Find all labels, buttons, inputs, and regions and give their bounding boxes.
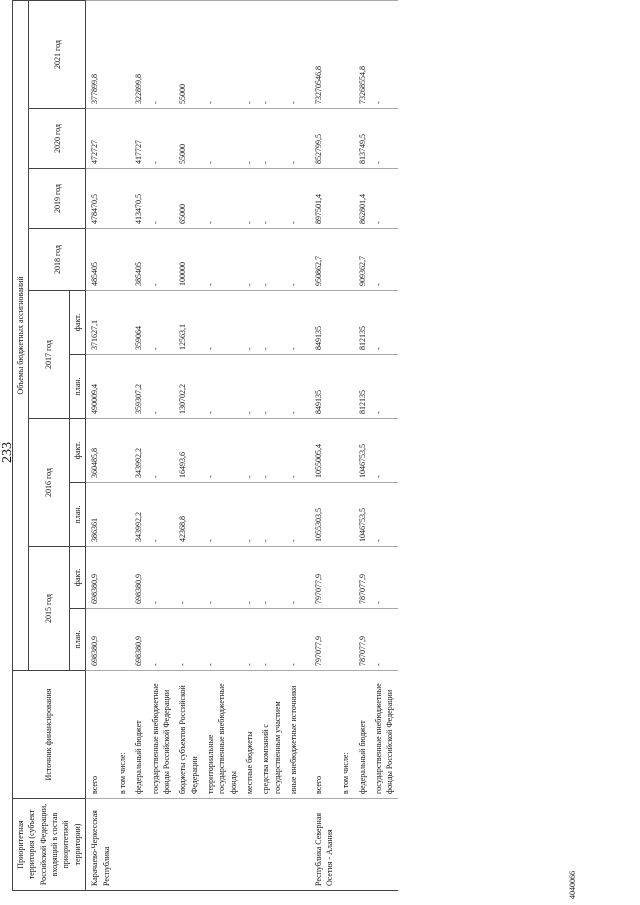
value-cell: - [202, 291, 241, 355]
value-cell: 371627,1 [86, 291, 114, 355]
source-cell: территориальные государственные внебюджетные фонды [202, 671, 241, 799]
value-cell: - [370, 109, 398, 169]
value-cell: 862801,4 [354, 169, 370, 229]
value-cell: - [147, 547, 175, 609]
value-cell: 813749,5 [354, 109, 370, 169]
value-cell: - [285, 109, 309, 169]
value-cell [337, 229, 353, 291]
value-cell: 130702,2 [174, 355, 202, 419]
value-cell: - [257, 483, 285, 547]
value-cell: - [147, 0, 175, 108]
table-row [202, 0, 241, 890]
source-cell: всего [86, 671, 114, 799]
value-cell: 73270546,8 [310, 0, 338, 108]
value-cell: - [202, 609, 241, 671]
value-cell: 1046753,5 [354, 483, 370, 547]
table-row [257, 0, 285, 890]
value-cell: - [285, 355, 309, 419]
value-cell: - [147, 355, 175, 419]
value-cell: 897501,4 [310, 169, 338, 229]
value-cell: - [285, 483, 309, 547]
source-cell: государственные внебюджетные фонды Российской Федерации [147, 671, 175, 799]
value-cell: 698380,9 [130, 547, 146, 609]
value-cell: - [285, 0, 309, 108]
value-cell [114, 419, 130, 483]
value-cell [337, 291, 353, 355]
value-cell: 386361 [86, 483, 114, 547]
value-cell: 360485,8 [86, 419, 114, 483]
value-cell: 812135 [354, 291, 370, 355]
value-cell: - [257, 419, 285, 483]
value-cell: 413470,5 [130, 169, 146, 229]
value-cell: - [257, 609, 285, 671]
value-cell: - [370, 355, 398, 419]
value-cell: - [147, 109, 175, 169]
value-cell: - [147, 169, 175, 229]
header-2015-fact: факт. [69, 547, 85, 609]
value-cell: 852799,5 [310, 109, 338, 169]
value-cell: - [257, 109, 285, 169]
value-cell: - [202, 547, 241, 609]
value-cell: 797077,9 [310, 609, 338, 671]
value-cell: - [202, 355, 241, 419]
territory-cell [174, 799, 202, 891]
header-2016-plan: план. [69, 483, 85, 547]
value-cell: - [370, 547, 398, 609]
value-cell: - [257, 547, 285, 609]
value-cell: 1046753,5 [354, 419, 370, 483]
header-2016: 2016 год [29, 419, 69, 547]
value-cell [114, 109, 130, 169]
value-cell [114, 547, 130, 609]
value-cell: 73268554,8 [354, 0, 370, 108]
page-number: 233 [0, 442, 15, 463]
territory-cell: Республика Северная Осетия - Алания [310, 799, 338, 891]
territory-cell [202, 799, 241, 891]
header-territory: Приоритетная территория (субъект Российской Федерации, входящий в состав приоритетной территории) [13, 799, 86, 891]
value-cell [337, 419, 353, 483]
value-cell: - [370, 483, 398, 547]
value-cell [337, 483, 353, 547]
table-row [114, 0, 130, 890]
document-code: 4040066 [568, 871, 577, 899]
value-cell: 377899,8 [86, 0, 114, 108]
value-cell: - [147, 609, 175, 671]
value-cell: - [257, 0, 285, 108]
value-cell [114, 0, 130, 108]
value-cell: 343992,2 [130, 419, 146, 483]
value-cell: 42368,8 [174, 483, 202, 547]
source-cell: местные бюджеты [241, 671, 257, 799]
value-cell: - [202, 0, 241, 108]
value-cell: - [241, 547, 257, 609]
value-cell: 950862,7 [310, 229, 338, 291]
value-cell: - [241, 355, 257, 419]
value-cell: - [174, 609, 202, 671]
table-body [86, 0, 398, 890]
territory-cell [285, 799, 309, 891]
table-row [130, 0, 146, 890]
header-2017: 2017 год [29, 291, 69, 419]
value-cell: - [147, 291, 175, 355]
source-cell: иные внебюджетные источники [285, 671, 309, 799]
territory-cell [147, 799, 175, 891]
value-cell: 478470,5 [86, 169, 114, 229]
value-cell: - [370, 419, 398, 483]
header-2015-plan: план. [69, 609, 85, 671]
value-cell: 359064 [130, 291, 146, 355]
value-cell: - [241, 0, 257, 108]
value-cell: - [241, 109, 257, 169]
header-2017-fact: факт. [69, 291, 85, 355]
value-cell: 1055005,4 [310, 419, 338, 483]
value-cell: 698380,9 [86, 547, 114, 609]
value-cell: 385405 [130, 229, 146, 291]
value-cell: - [257, 355, 285, 419]
value-cell [114, 169, 130, 229]
value-cell [114, 229, 130, 291]
value-cell: - [147, 483, 175, 547]
value-cell: 849135 [310, 355, 338, 419]
value-cell: - [241, 609, 257, 671]
value-cell: - [202, 229, 241, 291]
value-cell [114, 291, 130, 355]
value-cell: - [147, 229, 175, 291]
header-2017-plan: план. [69, 355, 85, 419]
value-cell [337, 609, 353, 671]
value-cell: 417727 [130, 109, 146, 169]
value-cell: - [370, 169, 398, 229]
value-cell: 849135 [310, 291, 338, 355]
value-cell: - [370, 0, 398, 108]
value-cell: 343992,2 [130, 483, 146, 547]
territory-cell [114, 799, 130, 891]
value-cell [337, 109, 353, 169]
value-cell: - [370, 609, 398, 671]
value-cell: 359307,2 [130, 355, 146, 419]
header-volumes: Объемы бюджетных ассигнований [13, 0, 29, 670]
value-cell: 322899,8 [130, 0, 146, 108]
value-cell: 472727 [86, 109, 114, 169]
value-cell: - [285, 419, 309, 483]
value-cell: - [285, 169, 309, 229]
value-cell [114, 483, 130, 547]
source-cell: средства компаний с государственным участием [257, 671, 285, 799]
table-row [241, 0, 257, 890]
value-cell: 490009,4 [86, 355, 114, 419]
value-cell: 787077,9 [354, 609, 370, 671]
territory-cell [241, 799, 257, 891]
value-cell: - [241, 169, 257, 229]
budget-table [12, 0, 398, 891]
value-cell [114, 609, 130, 671]
value-cell: 55000 [174, 109, 202, 169]
table-row [285, 0, 309, 890]
value-cell: - [202, 419, 241, 483]
source-cell: федеральный бюджет [354, 671, 370, 799]
value-cell: 16493,6 [174, 419, 202, 483]
value-cell: 797077,9 [310, 547, 338, 609]
territory-cell: Карачаево-Черкесская Республика [86, 799, 114, 891]
value-cell: - [241, 229, 257, 291]
header-2018: 2018 год [29, 229, 86, 291]
source-cell: в том числе: [337, 671, 353, 799]
territory-cell [257, 799, 285, 891]
value-cell [337, 169, 353, 229]
table-row [147, 0, 175, 890]
table-row [86, 0, 114, 890]
source-cell: федеральный бюджет [130, 671, 146, 799]
value-cell [114, 355, 130, 419]
value-cell: 909362,7 [354, 229, 370, 291]
territory-cell [130, 799, 146, 891]
value-cell: 698380,9 [86, 609, 114, 671]
value-cell: - [285, 229, 309, 291]
value-cell: 1055303,5 [310, 483, 338, 547]
table-row [337, 0, 353, 890]
value-cell: 812135 [354, 355, 370, 419]
territory-cell [354, 799, 370, 891]
value-cell: 100000 [174, 229, 202, 291]
table-row [174, 0, 202, 890]
value-cell: 12563,1 [174, 291, 202, 355]
value-cell: - [285, 291, 309, 355]
source-cell: в том числе: [114, 671, 130, 799]
value-cell: - [370, 229, 398, 291]
territory-cell [370, 799, 398, 891]
header-2015: 2015 год [29, 547, 69, 671]
territory-cell [337, 799, 353, 891]
value-cell: - [257, 291, 285, 355]
value-cell: - [202, 109, 241, 169]
value-cell: 55000 [174, 0, 202, 108]
source-cell: всего [310, 671, 338, 799]
value-cell: - [285, 609, 309, 671]
value-cell: - [257, 169, 285, 229]
value-cell [337, 0, 353, 108]
header-2019: 2019 год [29, 169, 86, 229]
value-cell: 65000 [174, 169, 202, 229]
value-cell: - [241, 483, 257, 547]
table-row [354, 0, 370, 890]
value-cell: - [370, 291, 398, 355]
header-2020: 2020 год [29, 109, 86, 169]
header-2021: 2021 год [29, 0, 86, 108]
value-cell: - [202, 483, 241, 547]
value-cell: - [241, 419, 257, 483]
value-cell: - [257, 229, 285, 291]
value-cell: 787077,9 [354, 547, 370, 609]
value-cell: - [202, 169, 241, 229]
value-cell: 698380,9 [130, 609, 146, 671]
table-row [370, 0, 398, 890]
value-cell: - [285, 547, 309, 609]
source-cell: государственные внебюджетные фонды Российской Федерации [370, 671, 398, 799]
value-cell: 485405 [86, 229, 114, 291]
value-cell: - [241, 291, 257, 355]
header-2016-fact: факт. [69, 419, 85, 483]
header-source: Источник финансирования [13, 671, 86, 799]
table-row [310, 0, 338, 890]
value-cell [337, 547, 353, 609]
value-cell [337, 355, 353, 419]
source-cell: бюджеты субъектов Российской Федерации [174, 671, 202, 799]
value-cell: - [174, 547, 202, 609]
value-cell: - [147, 419, 175, 483]
